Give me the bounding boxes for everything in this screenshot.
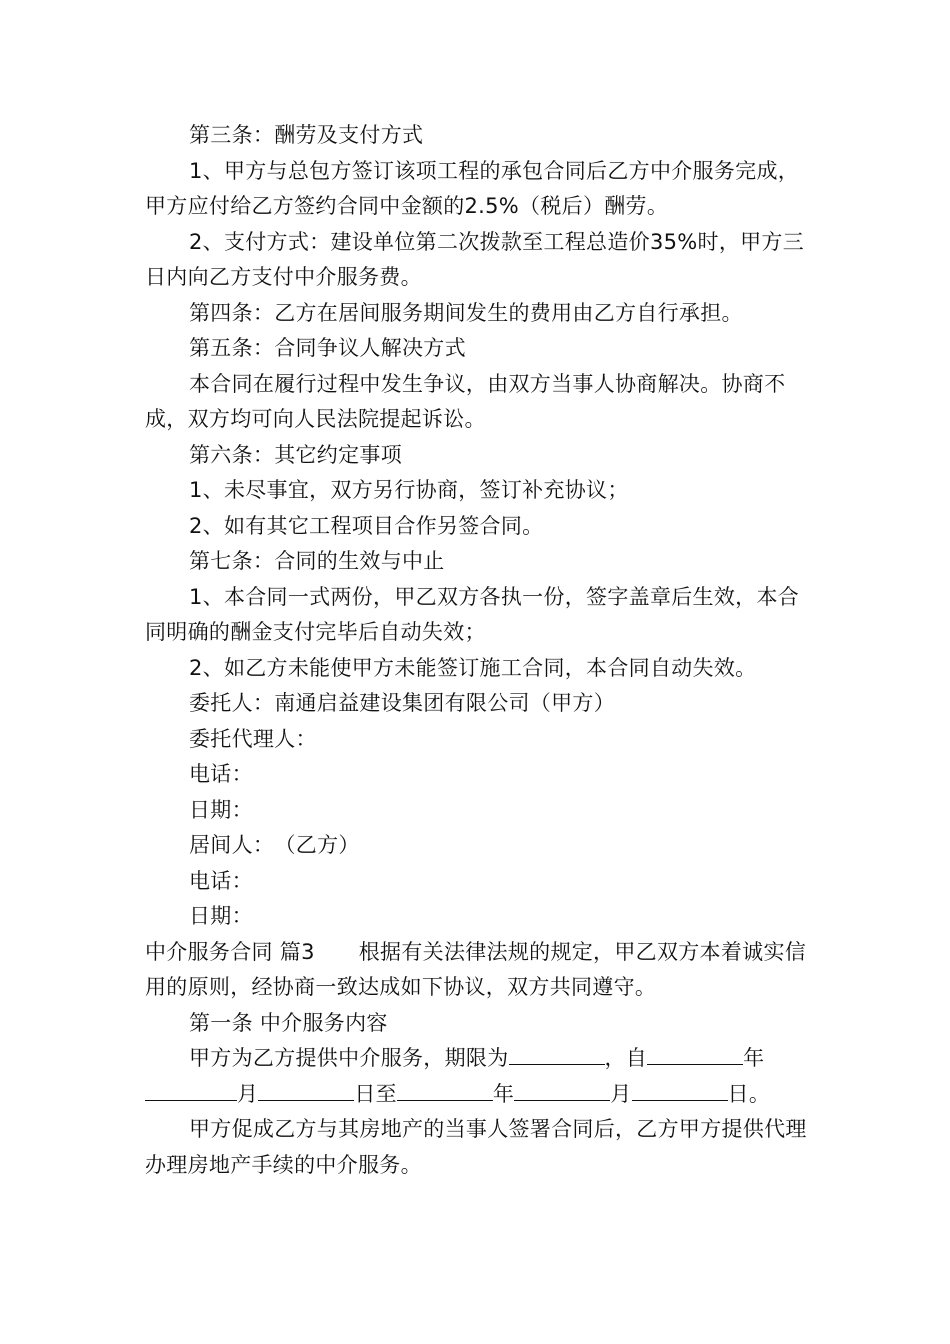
period-blank: [509, 1042, 605, 1065]
article-4: 第四条：乙方在居间服务期间发生的费用由乙方自行承担。: [189, 300, 743, 325]
period-text-e: 日至: [354, 1081, 397, 1106]
article-3-clause-1: 1、甲方与总包方签订该项工程的承包合同后乙方中介服务完成，甲方应付给乙方签约合同中金额的2.5%（税后）酬劳。: [145, 158, 800, 218]
period-text-g: 月: [610, 1081, 632, 1106]
section-3-heading: 中介服务合同 篇3: [145, 939, 315, 964]
article-3-clause-2: 2、支付方式：建设单位第二次拨款至工程总造价35%时，甲方三日内向乙方支付中介服务费。: [145, 229, 805, 289]
end-year-blank: [397, 1078, 493, 1101]
section-3-intro-text: 根据有关法律法规的规定，甲乙双方本着诚实信用的原则，经协商一致达成如下协议，双方共同遵守。: [145, 939, 807, 999]
article-6-heading: 第六条：其它约定事项: [189, 442, 402, 467]
period-text-b: ，自: [604, 1046, 648, 1070]
period-text-d: 月: [237, 1081, 259, 1106]
document-body: [145, 118, 815, 1183]
article-3-heading: 第三条：酬劳及支付方式: [189, 123, 424, 147]
article-6-clause-2: 2、如有其它工程项目合作另签合同。: [189, 513, 544, 538]
article-7-clause-1: 1、本合同一式两份，甲乙双方各执一份，签字盖章后生效，本合同明确的酬金支付完毕后自动失效；: [145, 584, 800, 644]
period-text-h: 日。: [727, 1081, 771, 1106]
client-phone-line: 电话：: [189, 762, 253, 786]
client-agent-line: 委托代理人：: [189, 726, 317, 751]
article-5-heading: 第五条：合同争议人解决方式: [189, 336, 466, 360]
broker-phone-line: 电话：: [189, 868, 253, 893]
service-period-clause: [145, 1041, 815, 1112]
start-year-blank: [647, 1042, 743, 1065]
end-day-blank: [632, 1078, 728, 1101]
section-3-intro: [145, 935, 815, 1006]
client-date-line: 日期：: [189, 797, 253, 822]
broker-date-line: 日期：: [189, 904, 253, 928]
section-3-article-1: 第一条 中介服务内容: [189, 1010, 388, 1035]
article-7-clause-2: 2、如乙方未能使甲方未能签订施工合同，本合同自动失效。: [189, 655, 757, 680]
start-day-blank: [258, 1078, 354, 1101]
period-text-f: 年: [492, 1081, 515, 1106]
period-text-c: 年: [743, 1046, 765, 1070]
client-line: 委托人：南通启益建设集团有限公司（甲方）: [189, 691, 615, 715]
period-text-a: 甲方为乙方提供中介服务，期限为: [189, 1046, 509, 1070]
section-3-last-paragraph: 甲方促成乙方与其房地产的当事人签署合同后，乙方甲方提供代理办理房地产手续的中介服务。: [145, 1117, 807, 1177]
end-month-blank: [514, 1078, 610, 1101]
start-month-blank: [145, 1078, 237, 1101]
article-7-heading: 第七条：合同的生效与中止: [189, 549, 445, 573]
article-6-clause-1: 1、未尽事宜，双方另行协商，签订补充协议；: [189, 478, 629, 502]
broker-line: 居间人： （乙方）: [189, 833, 360, 857]
article-5-body: 本合同在履行过程中发生争议，由双方当事人协商解决。协商不成，双方均可向人民法院提起诉讼。: [145, 371, 786, 431]
